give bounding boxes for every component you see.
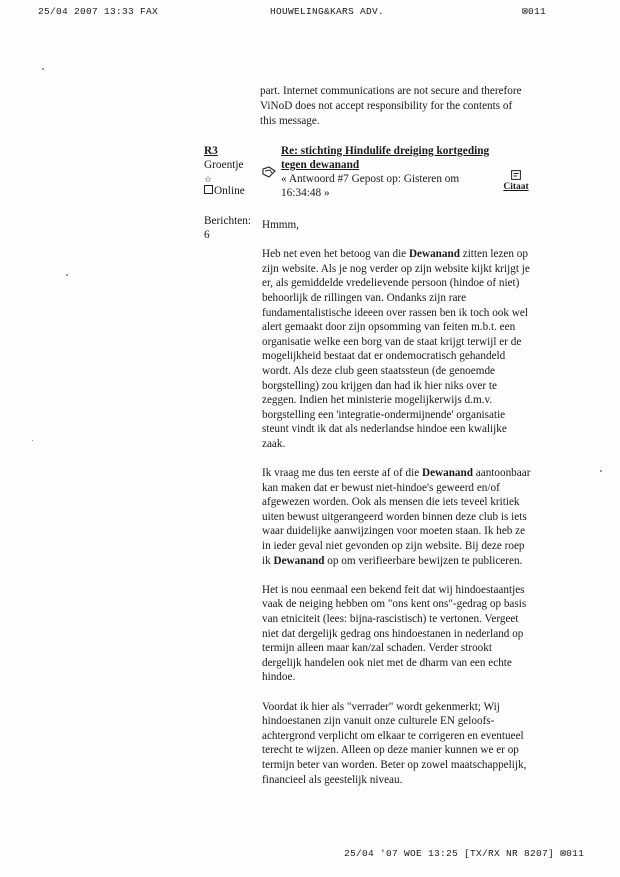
fax-page-icon: ⊠ xyxy=(522,6,529,17)
online-status xyxy=(204,184,264,198)
post-body xyxy=(262,218,532,802)
online-status-label: Online xyxy=(214,185,245,197)
quote-button-label: Citaat xyxy=(503,182,529,192)
author-post-count xyxy=(204,214,264,242)
scan-speck xyxy=(600,470,602,472)
highlighted-name: Dewanand xyxy=(273,554,325,567)
post-paragraph: Het is nou eenmaal een bekend feit dat wij hindoestaantjes vaak de neiging hebben om "ons kent ons"-gedrag op basis van etniciteit (lees: bijna-rascistisch) te vertonen. Vergeet niet dat dergelijk gedrag ons hindoestanen in nederland op termijn alleen maar kan/zal schaden. Verder strookt dergelijk handelen ook niet met de dharm van een echte hindoe. xyxy=(262,583,527,684)
fax-header-datetime: 25/04 2007 13:33 FAX xyxy=(38,6,159,17)
post-subject-link[interactable]: Re: stichting Hindulife dreiging kortgeding tegen dewanand xyxy=(281,145,490,171)
fax-header-sender: HOUWELING&KARS ADV. xyxy=(270,6,385,17)
online-status-icon xyxy=(204,185,213,194)
scan-speck xyxy=(32,440,33,441)
highlighted-name: Dewanand xyxy=(421,467,473,480)
post-count-value: 6 xyxy=(204,229,210,241)
post-meta: « Antwoord #7 Gepost op: Gisteren om 16:34:48 » xyxy=(281,173,460,199)
fax-header-page-number: 011 xyxy=(528,6,547,17)
fax-footer-page-number: 011 xyxy=(566,848,585,859)
post-paragraph: Voordat ik hier als "verrader" wordt gekenmerkt; Wij hindoestanen zijn vanuit onze culturele EN geloofs-achtergrond verplicht om elkaar te corrigeren en eventueel terecht te wijzen. Alleen op deze manier kunnen we er op termijn beter van worden. Beter op zowel maatschappelijk, financieel als geestelijk niveau. xyxy=(262,700,527,786)
fax-header xyxy=(38,6,580,18)
scan-speck xyxy=(42,68,44,70)
post-header xyxy=(281,144,491,200)
highlighted-name: Dewanand xyxy=(408,248,460,261)
rank-star-icon: ☆ xyxy=(204,174,213,184)
post-count-label: Berichten: xyxy=(204,215,252,227)
quote-button[interactable] xyxy=(500,170,532,192)
author-panel xyxy=(204,144,264,198)
fax-header-page xyxy=(522,6,546,17)
fax-page-icon: ⊠ xyxy=(560,848,567,859)
scan-speck xyxy=(66,274,68,276)
author-rank: Groentje xyxy=(204,159,244,171)
post-greeting: Hmmm, xyxy=(262,219,299,231)
author-name-link[interactable]: R3 xyxy=(204,145,218,157)
post-paragraph: Ik vraag me dus ten eerste af of die Dewanand aantoonbaar kan maken dat er bewust niet-hindoe's geweerd en/of afgewezen worden. Ook als mensen die iets teveel kritiek uiten bewust uitgerangeerd worden binnen deze club is iets waar duidelijke aanwijzingen voor moeten staan. Ik heb ze in ieder geval niet gevonden op zijn website. Bij deze roep ik Dewanand op om verifieerbare bewijzen te publiceren. xyxy=(262,467,531,567)
quote-icon xyxy=(511,170,521,180)
email-disclaimer: part. Internet communications are not secure and therefore ViNoD does not accept responsibility for the contents of this message. xyxy=(260,85,522,127)
fax-footer-text: 25/04 '07 WOE 13:25 [TX/RX NR 8207] xyxy=(344,848,555,859)
message-icon xyxy=(262,166,276,178)
fax-footer xyxy=(344,848,584,859)
post-paragraph: Heb net even het betoog van die Dewanand zitten lezen op zijn website. Als je nog verder op zijn website kijkt krijgt je er, als gemiddelde vredelievende persoon (hindoe of niet) behoorlijk de rillingen van. Ondanks zijn rare fundamentalistische ideeen over rassen ben ik toch ook wel alert gemaakt door zijn opsomming van feiten m.b.t. een organisatie welke een borg van de staat krijgt terwijl er de mogelijkheid bestaat dat er ondemocratisch gehandeld wordt. Als deze club geen staatssteun (de genoemde borgstelling) zou krijgen dan had ik hier niks over te zeggen. Indien het ministerie mogelijkerwijs d.m.v. borgstelling een 'integratie-ondermijnende' organisatie steunt vindt ik dat als nederlandse hindoe een kwalijke zaak. xyxy=(262,248,530,450)
